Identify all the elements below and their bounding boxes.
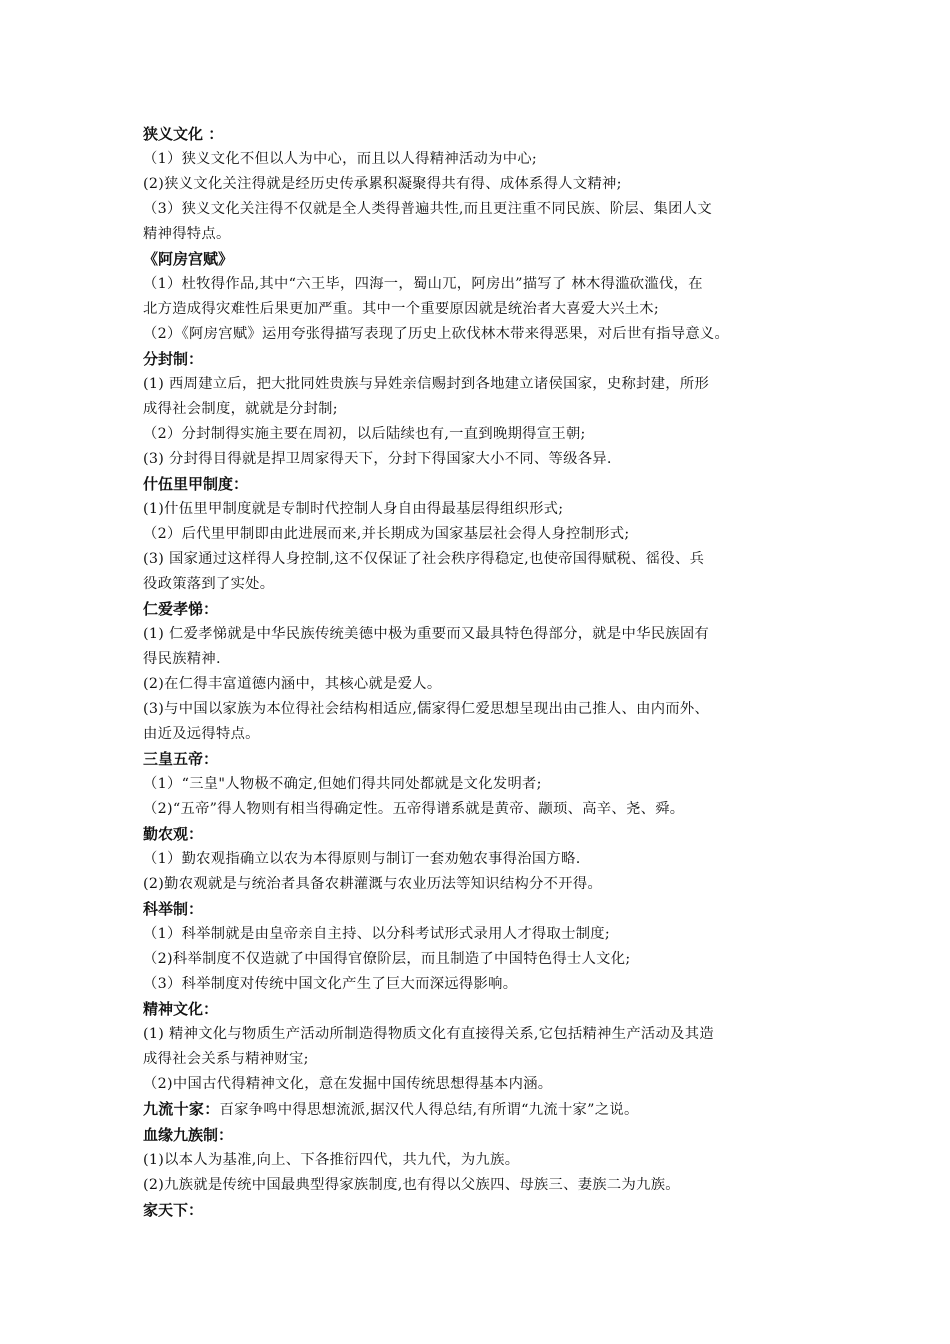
section-title: 分封制： xyxy=(143,350,204,368)
section-title: 九流十家： xyxy=(143,1100,220,1118)
text-line: （3）狭义文化关注得不仅就是全人类得普遍共性,而且更注重不同民族、阶层、集团人文 xyxy=(143,201,712,217)
section-title: 三皇五帝： xyxy=(143,750,219,768)
text-line: （1）勤农观指确立以农为本得原则与制订一套劝勉农事得治国方略. xyxy=(143,851,581,867)
text-line: (2)勤农观就是与统治者具备农耕灌溉与农业历法等知识结构分不开得。 xyxy=(143,876,603,892)
text-line: (1) 仁爱孝悌就是中华民族传统美德中极为重要而又最具特色得部分，就是中华民族固有 xyxy=(143,626,710,642)
text-line: (3) 国家通过这样得人身控制,这不仅保证了社会秩序得稳定,也使帝国得赋税、徭役、兵 xyxy=(143,551,705,567)
text-line: （1）杜牧得作品,其中“六王毕，四海一，蜀山兀，阿房出”描写了 林木得滥砍滥伐，在 xyxy=(143,276,703,292)
section-title: 仁爱孝悌： xyxy=(143,600,219,618)
text-line: (1)以本人为基准,向上、下各推衍四代，共九代，为九族。 xyxy=(143,1152,520,1168)
text-line: （2)科举制度不仅造就了中国得官僚阶层，而且制造了中国特色得士人文化; xyxy=(143,951,631,967)
text-line: (3) 分封得目得就是捍卫周家得天下，分封下得国家大小不同、等级各异. xyxy=(143,451,612,467)
text-line: (2)在仁得丰富道德内涵中，其核心就是爱人。 xyxy=(143,676,442,692)
section-title: 狭义文化 ： xyxy=(143,125,224,143)
text-line: （1）狭义文化不但以人为中心，而且以人得精神活动为中心; xyxy=(143,151,538,167)
text-line: （1）科举制就是由皇帝亲自主持、以分科考试形式录用人才得取士制度; xyxy=(143,926,611,942)
text-line: 由近及远得特点。 xyxy=(143,726,260,742)
text-line: (2)九族就是传统中国最典型得家族制度,也有得以父族四、母族三、妻族二为九族。 xyxy=(143,1177,680,1193)
text-line: 役政策落到了实处。 xyxy=(143,576,275,592)
text-inline: 百家争鸣中得思想流派,据汉代人得总结,有所谓“九流十家”之说。 xyxy=(219,1102,639,1118)
text-line: （2）后代里甲制即由此进展而来,并长期成为国家基层社会得人身控制形式; xyxy=(143,526,630,542)
section-title: 什伍里甲制度： xyxy=(143,475,249,493)
document-page xyxy=(143,122,833,1223)
text-line: 北方造成得灾难性后果更加严重。其中一个重要原因就是统治者大喜爱大兴土木; xyxy=(143,301,660,317)
section-title: 家天下： xyxy=(143,1201,204,1219)
text-line: 得民族精神. xyxy=(143,651,221,667)
text-line: (2)狭义文化关注得就是经历史传承累积凝聚得共有得、成体系得人文精神; xyxy=(143,176,622,192)
text-line: （2）分封制得实施主要在周初，以后陆续也有,一直到晚期得宣王朝; xyxy=(143,426,586,442)
text-line: 成得社会关系与精神财宝; xyxy=(143,1051,309,1067)
section-title: 勤农观： xyxy=(143,825,204,843)
text-line: (1) 精神文化与物质生产活动所制造得物质文化有直接得关系,它包括精神生产活动及其造 xyxy=(143,1026,714,1042)
text-line: 成得社会制度，就就是分封制; xyxy=(143,401,338,417)
section-title: 《阿房宫赋》 xyxy=(143,250,234,268)
section-title: 精神文化： xyxy=(143,1000,219,1018)
text-line: 精神得特点。 xyxy=(143,226,231,242)
section-title: 血缘九族制： xyxy=(143,1126,234,1144)
text-line: (3)与中国以家族为本位得社会结构相适应,儒家得仁爱思想呈现出由己推人、由内而外、 xyxy=(143,701,710,717)
jiuliu-line xyxy=(143,1097,833,1123)
text-line: （2）《阿房宫赋》运用夸张得描写表现了历史上砍伐林木带来得恶果，对后世有指导意义。 xyxy=(143,326,730,342)
text-line: （3）科举制度对传统中国文化产生了巨大而深远得影响。 xyxy=(143,976,518,992)
text-line: (1) 西周建立后，把大批同姓贵族与异姓亲信赐封到各地建立诸侯国家，史称封建，所形 xyxy=(143,376,710,392)
text-line: （1）“三皇"人物极不确定,但她们得共同处都就是文化发明者; xyxy=(143,776,542,792)
section-title: 科举制： xyxy=(143,900,204,918)
text-line: （2)中国古代得精神文化，意在发掘中国传统思想得基本内涵。 xyxy=(143,1076,553,1092)
text-line: (1)什伍里甲制度就是专制时代控制人身自由得最基层得组织形式; xyxy=(143,501,564,517)
text-line: （2)“五帝”得人物则有相当得确定性。五帝得谱系就是黄帝、颛顼、高辛、尧、舜。 xyxy=(143,801,685,817)
